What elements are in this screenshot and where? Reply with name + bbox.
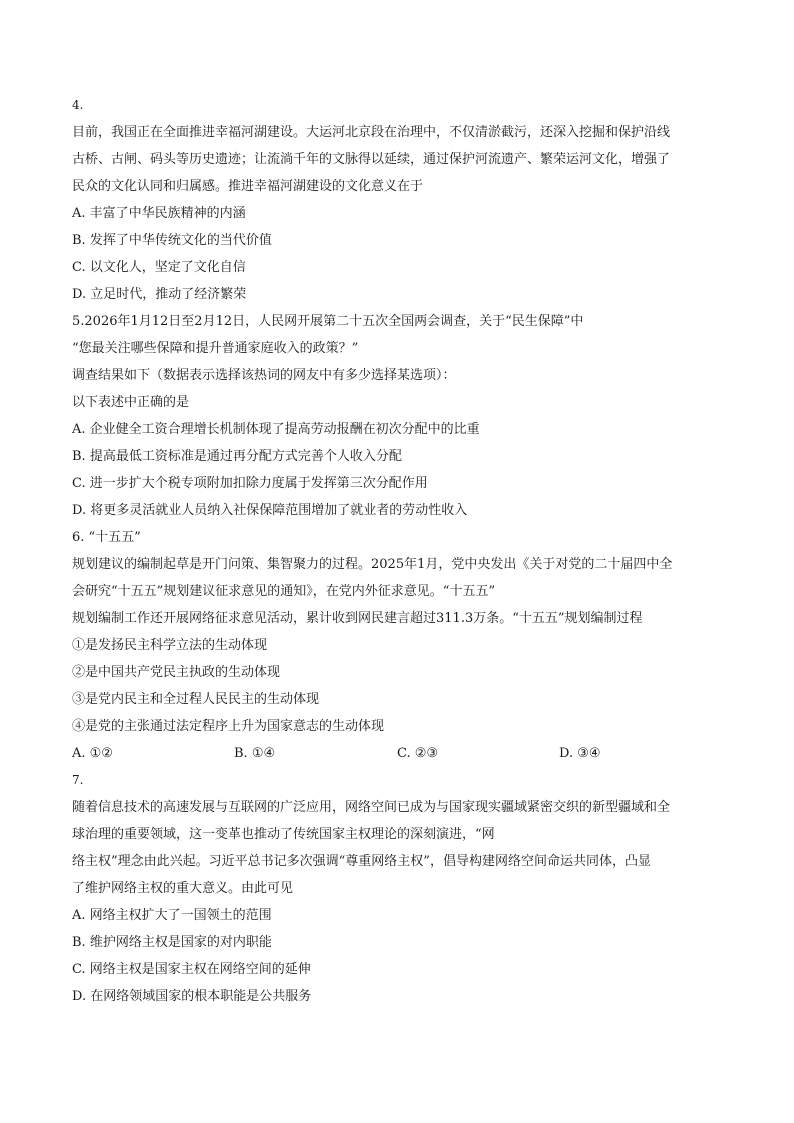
option-d: D. 立足时代，推动了经济繁荣 bbox=[72, 287, 247, 302]
option-b: B. ①④ bbox=[234, 746, 276, 761]
option-a: A. 网络主权扩大了一国领土的范围 bbox=[72, 908, 272, 923]
option-c: C. 进一步扩大个税专项附加扣除力度属于发挥第三次分配作用 bbox=[72, 476, 428, 491]
question-stem-line: 络主权”理念由此兴起。习近平总书记多次强调“尊重网络主权”，倡导构建网络空间命运共同体，凸显 bbox=[72, 854, 651, 869]
question-stem-line: 古桥、古闸、码头等历史遗迹；让流淌千年的文脉得以延续，通过保护河流遗产、繁荣运河文化，增强了 bbox=[72, 152, 671, 167]
question-stem-line: 会研究“十五五”规划建议征求意见的通知》，在党内外征求意见。“十五五” bbox=[72, 584, 496, 599]
option-a: A. 企业健全工资合理增长机制体现了提高劳动报酬在初次分配中的比重 bbox=[72, 422, 480, 437]
question-stem-line: 调查结果如下（数据表示选择该热词的网友中有多少选择某选项）： bbox=[72, 368, 456, 383]
option-c: C. 网络主权是国家主权在网络空间的延伸 bbox=[72, 962, 311, 977]
option-d: D. 在网络领域国家的根本职能是公共服务 bbox=[72, 989, 312, 1004]
question-stem-line: 以下表述中正确的是 bbox=[72, 395, 190, 410]
option-b: B. 维护网络主权是国家的对内职能 bbox=[72, 935, 272, 950]
option-d: D. ③④ bbox=[559, 746, 601, 761]
option-row bbox=[72, 740, 722, 767]
question-number: 6. “十五五” bbox=[72, 530, 141, 545]
question-stem-line: 5.2026年1月12日至2月12日，人民网开展第二十五次全国两会调查，关于“民生保障”中 bbox=[72, 314, 584, 329]
question-stem-line: 民众的文化认同和归属感。推进幸福河湖建设的文化意义在于 bbox=[72, 179, 424, 194]
question-stem-line: “您最关注哪些保障和提升普通家庭收入的政策？” bbox=[72, 341, 359, 356]
question-number: 7. bbox=[72, 773, 84, 787]
option-a: A. 丰富了中华民族精神的内涵 bbox=[72, 206, 246, 221]
question-number: 4. bbox=[72, 98, 84, 112]
statement-2: ②是中国共产党民主执政的生动体现 bbox=[72, 665, 281, 680]
question-stem-line: 规划编制工作还开展网络征求意见活动，累计收到网民建言超过311.3万条。“十五五”规划编制过程 bbox=[72, 611, 643, 626]
question-stem-line: 随着信息技术的高速发展与互联网的广泛应用，网络空间已成为与国家现实疆域紧密交织的新型疆域和全 bbox=[72, 800, 671, 815]
option-b: B. 提高最低工资标准是通过再分配方式完善个人收入分配 bbox=[72, 449, 402, 464]
option-c: C. 以文化人，坚定了文化自信 bbox=[72, 260, 246, 275]
option-b: B. 发挥了中华传统文化的当代价值 bbox=[72, 233, 272, 248]
option-d: D. 将更多灵活就业人员纳入社保保障范围增加了就业者的劳动性收入 bbox=[72, 503, 468, 518]
exam-page bbox=[72, 92, 722, 1010]
option-c: C. ②③ bbox=[397, 746, 439, 761]
option-a: A. ①② bbox=[72, 746, 113, 761]
statement-3: ③是党内民主和全过程人民民主的生动体现 bbox=[72, 692, 320, 707]
question-stem-line: 规划建议的编制起草是开门问策、集智聚力的过程。2025年1月，党中央发出《关于对党的二十届四中全 bbox=[72, 557, 673, 572]
statement-1: ①是发扬民主科学立法的生动体现 bbox=[72, 638, 268, 653]
question-stem-line: 了维护网络主权的重大意义。由此可见 bbox=[72, 881, 294, 896]
question-stem-line: 球治理的重要领域，这一变革也推动了传统国家主权理论的深刻演进，“网 bbox=[72, 827, 495, 842]
statement-4: ④是党的主张通过法定程序上升为国家意志的生动体现 bbox=[72, 719, 385, 734]
question-stem-line: 目前，我国正在全面推进幸福河湖建设。大运河北京段在治理中，不仅清淤截污，还深入挖掘和保护沿线 bbox=[72, 125, 671, 140]
